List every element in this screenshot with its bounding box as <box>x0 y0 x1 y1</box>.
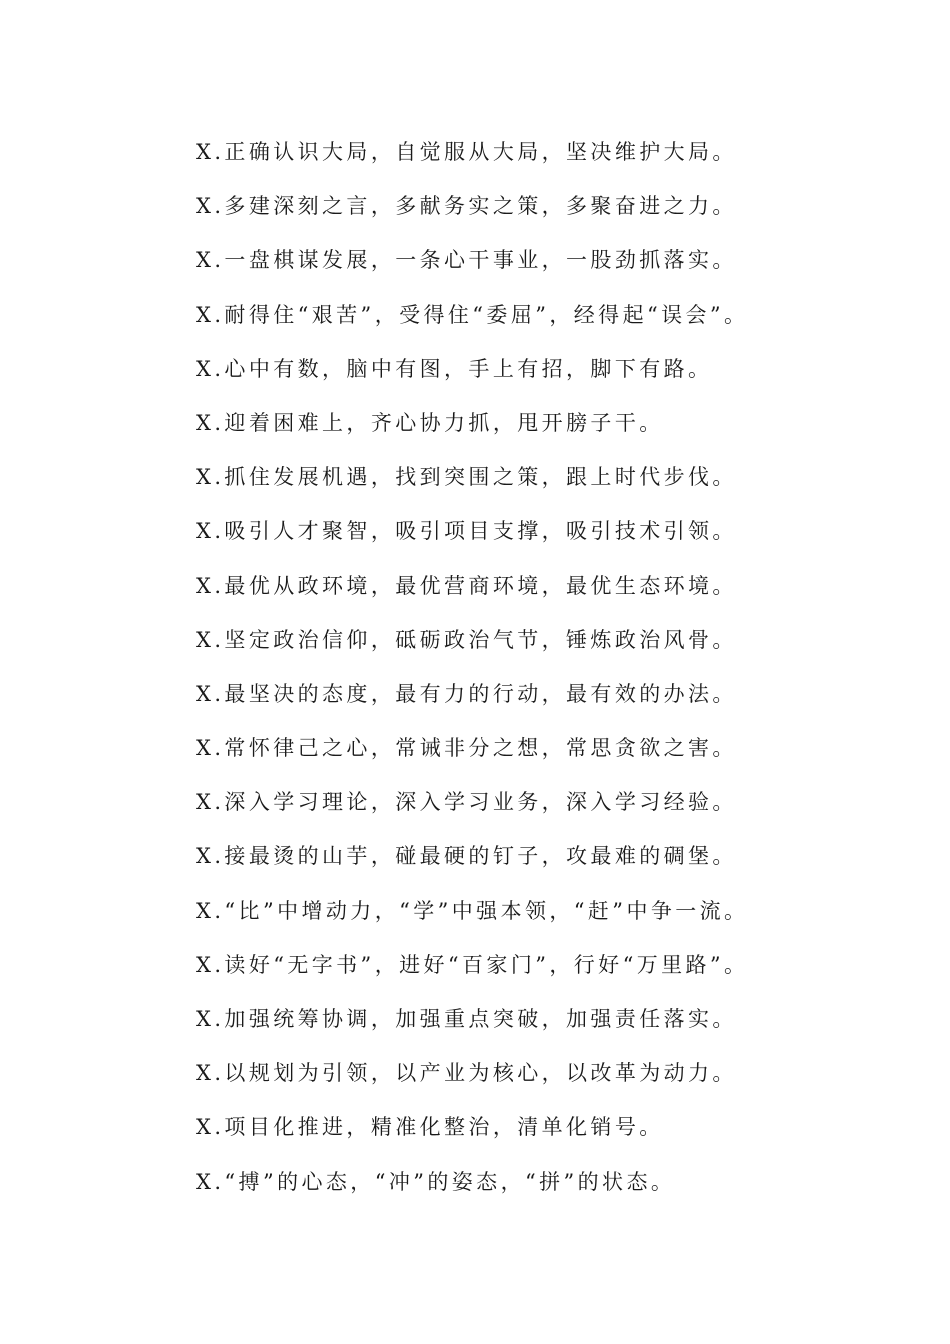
phrase-list <box>196 135 916 1219</box>
phrase-line: X.接最烫的山芋，碰最硬的钉子，攻最难的碉堡。 <box>196 844 737 869</box>
phrase-line: X.心中有数，脑中有图，手上有招，脚下有路。 <box>196 356 713 381</box>
phrase-line: X.最优从政环境，最优营商环境，最优生态环境。 <box>196 573 737 598</box>
phrase-line: X.深入学习理论，深入学习业务，深入学习经验。 <box>196 790 737 815</box>
phrase-line: X.耐得住“艰苦”，受得住“委屈”，经得起“误会”。 <box>196 302 749 327</box>
phrase-line: X.正确认识大局，自觉服从大局，坚决维护大局。 <box>196 140 737 164</box>
phrase-line: X.坚定政治信仰，砥砺政治气节，锤炼政治风骨。 <box>196 627 737 652</box>
phrase-line: X.一盘棋谋发展，一条心干事业，一股劲抓落实。 <box>196 248 737 273</box>
phrase-line: X.吸引人才聚智，吸引项目支撑，吸引技术引领。 <box>196 519 737 544</box>
phrase-line: X.“搏”的心态，“冲”的姿态，“拼”的状态。 <box>196 1169 676 1194</box>
phrase-line: X.多建深刻之言，多献务实之策，多聚奋进之力。 <box>196 194 737 219</box>
phrase-line: X.常怀律己之心，常诫非分之想，常思贪欲之害。 <box>196 736 737 761</box>
phrase-line: X.以规划为引领，以产业为核心，以改革为动力。 <box>196 1061 737 1086</box>
phrase-line: X.加强统筹协调，加强重点突破，加强责任落实。 <box>196 1007 737 1031</box>
phrase-line: X.最坚决的态度，最有力的行动，最有效的办法。 <box>196 681 737 706</box>
phrase-line: X.迎着困难上，齐心协力抓，甩开膀子干。 <box>196 410 664 435</box>
phrase-line: X.读好“无字书”，进好“百家门”，行好“万里路”。 <box>196 952 749 977</box>
phrase-line: X.“比”中增动力，“学”中强本领，“赶”中争一流。 <box>196 898 749 923</box>
phrase-line: X.项目化推进，精准化整治，清单化销号。 <box>196 1115 664 1140</box>
phrase-line: X.抓住发展机遇，找到突围之策，跟上时代步伐。 <box>196 465 737 490</box>
